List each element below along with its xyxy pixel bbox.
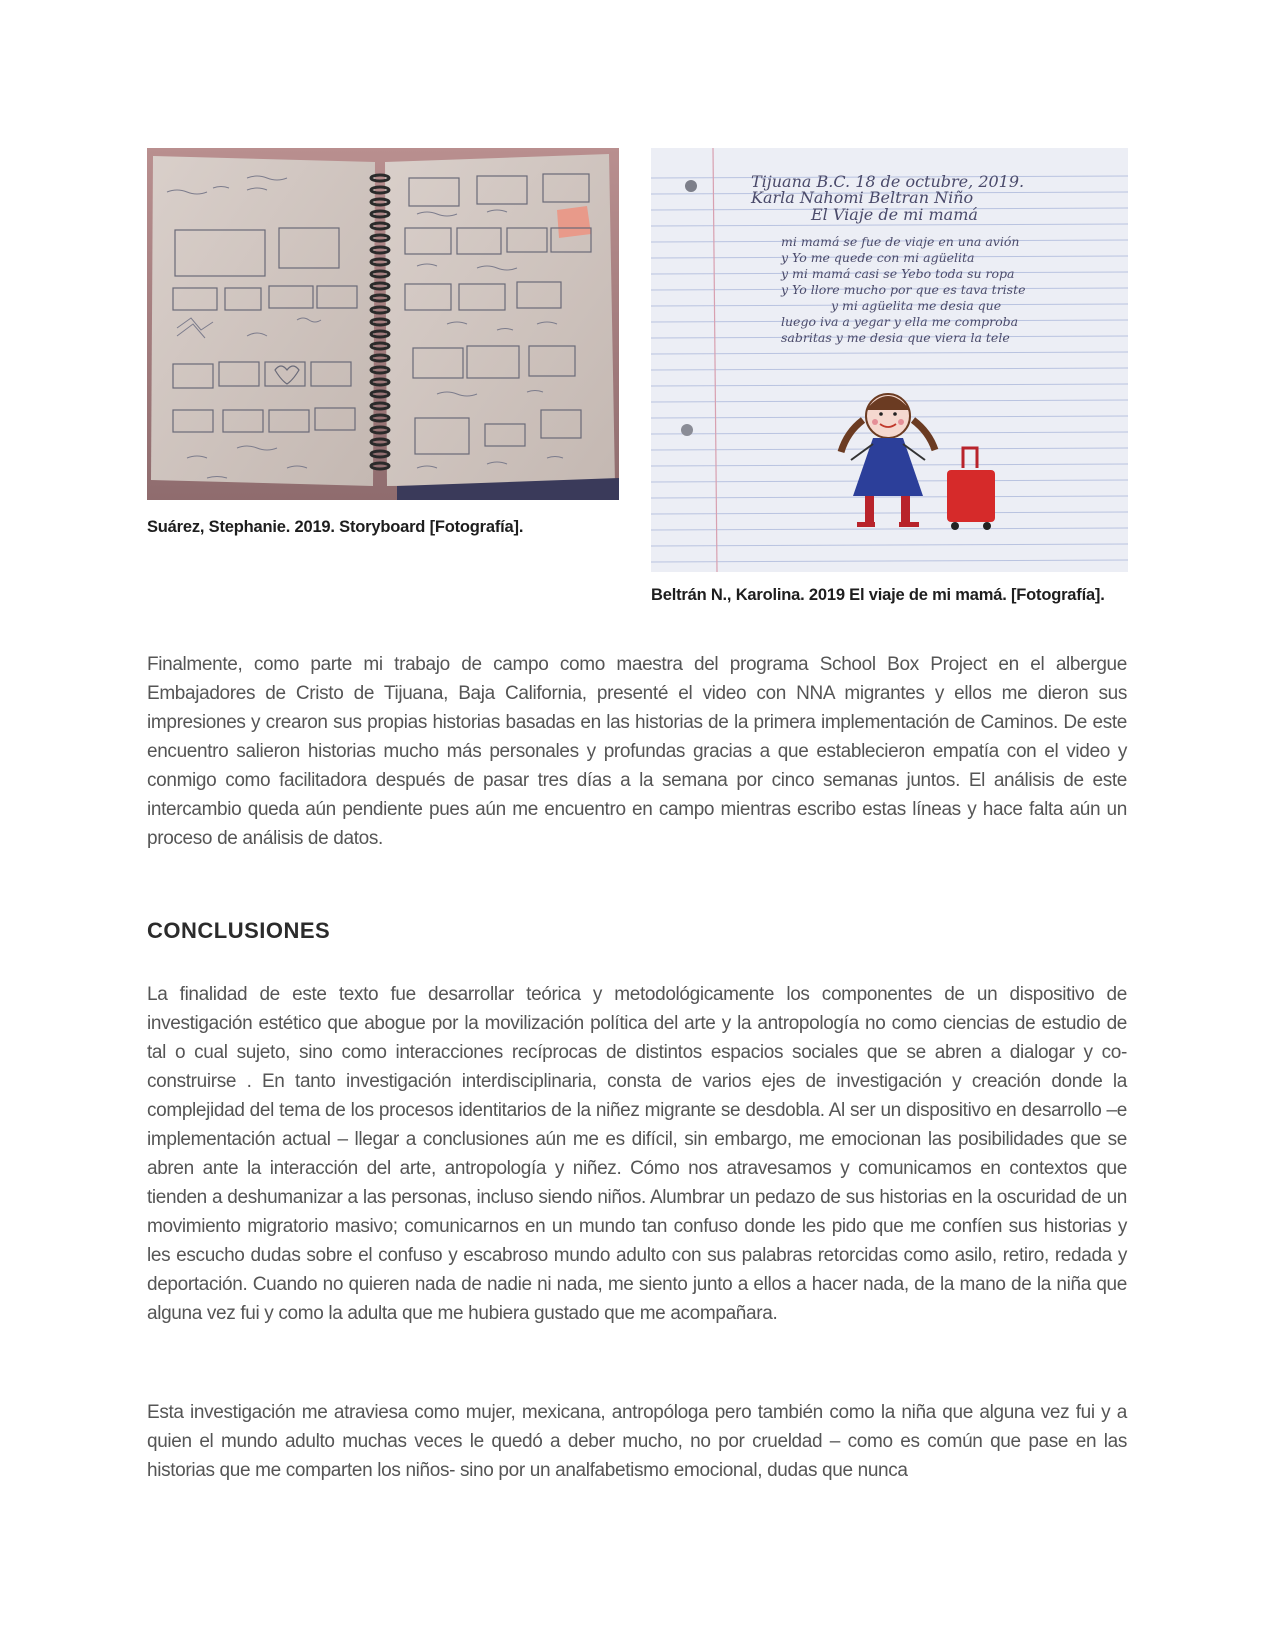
letter-body-line: y Yo llore mucho por que es tava triste	[781, 282, 1026, 297]
letter-name-line: Karla Nahomi Beltran Niño	[751, 188, 974, 207]
body-paragraph-3: Esta investigación me atraviesa como mujer, mexicana, antropóloga pero también como la niña que alguna vez fui y a quien el mundo adulto muchas veces le quedó a deber mucho, no por crueldad – como es común que pase en las historias que me comparten los niños- sino por un analfabetismo emocional, dudas que nunca	[147, 1402, 1127, 1481]
letter-body-line: y mi agüelita me desia que	[831, 298, 1002, 313]
letter-photo	[651, 148, 1128, 572]
section-heading: CONCLUSIONES	[147, 918, 331, 943]
letter-body-line: y Yo me quede con mi agüelita	[781, 250, 975, 265]
storyboard-photo	[147, 148, 619, 500]
storyboard-image	[147, 148, 619, 500]
body-paragraph-2: La finalidad de este texto fue desarrollar teórica y metodológicamente los componentes de un dispositivo de investigación estético que abogue por la movilización política del arte y la antropología no como ciencias de estudio de tal o cual sujeto, sino como interacciones recíprocas de distintos espacios sociales que se abren a dialogar y co-construirse . En tanto investigación interdisciplinaria, consta de varios ejes de investigación y creación donde la complejidad del tema de los procesos identitarios de la niñez migrante se desdobla. Al ser un dispositivo en desarrollo –e implementación actual – llegar a conclusiones aún me es difícil, sin embargo, me emocionan las posibilidades que se abren ante la interacción del arte, antropología y niñez. Cómo nos atravesamos y comunicamos en contextos que tienden a deshumanizar a las personas, incluso siendo niños. Alumbrar un pedazo de sus historias en la oscuridad de un movimiento migratorio masivo; comunicarnos en un mundo tan confuso donde les pido que me confíen sus historias y les escucho dudas sobre el confuso y escabroso mundo adulto con sus palabras retorcidas como asilo, retiro, redada y deportación. Cuando no quieren nada de nadie ni nada, me siento junto a ellos a hacer nada, de la mano de la niña que alguna vez fui y como la adulta que me hubiera gustado que me acompañara.	[147, 984, 1127, 1324]
figure-caption-letter: Beltrán N., Karolina. 2019 El viaje de mi mamá. [Fotografía].	[651, 586, 1105, 604]
letter-body	[781, 234, 1026, 346]
figure-caption-storyboard: Suárez, Stephanie. 2019. Storyboard [Fotografía].	[147, 518, 524, 536]
letter-title: El Viaje de mi mamá	[811, 205, 978, 224]
letter-body-line: sabritas y me desia que viera la tele	[781, 330, 1010, 345]
letter-date-line: Tijuana B.C. 18 de octubre, 2019.	[751, 172, 1025, 191]
handwritten-letter	[751, 174, 1026, 346]
letter-body-line: luego iva a yegar y ella me comproba	[781, 314, 1019, 329]
body-paragraph-1: Finalmente, como parte mi trabajo de campo como maestra del programa School Box Project en el albergue Embajadores de Cristo de Tijuana, Baja California, presenté el video con NNA migrantes y ellos me dieron sus impresiones y crearon sus propias historias basadas en las historias de la primera implementación de Caminos. De este encuentro salieron historias mucho más personales y profundas gracias a que establecieron empatía con el video y conmigo como facilitadora después de pasar tres días a la semana por cinco semanas juntos. El análisis de este intercambio queda aún pendiente pues aún me encuentro en campo mientras escribo estas líneas y hace falta aún un proceso de análisis de datos.	[147, 654, 1127, 849]
letter-body-line: y mi mamá casi se Yebo toda su ropa	[781, 266, 1015, 281]
letter-body-line: mi mamá se fue de viaje en una avión	[781, 234, 1020, 249]
